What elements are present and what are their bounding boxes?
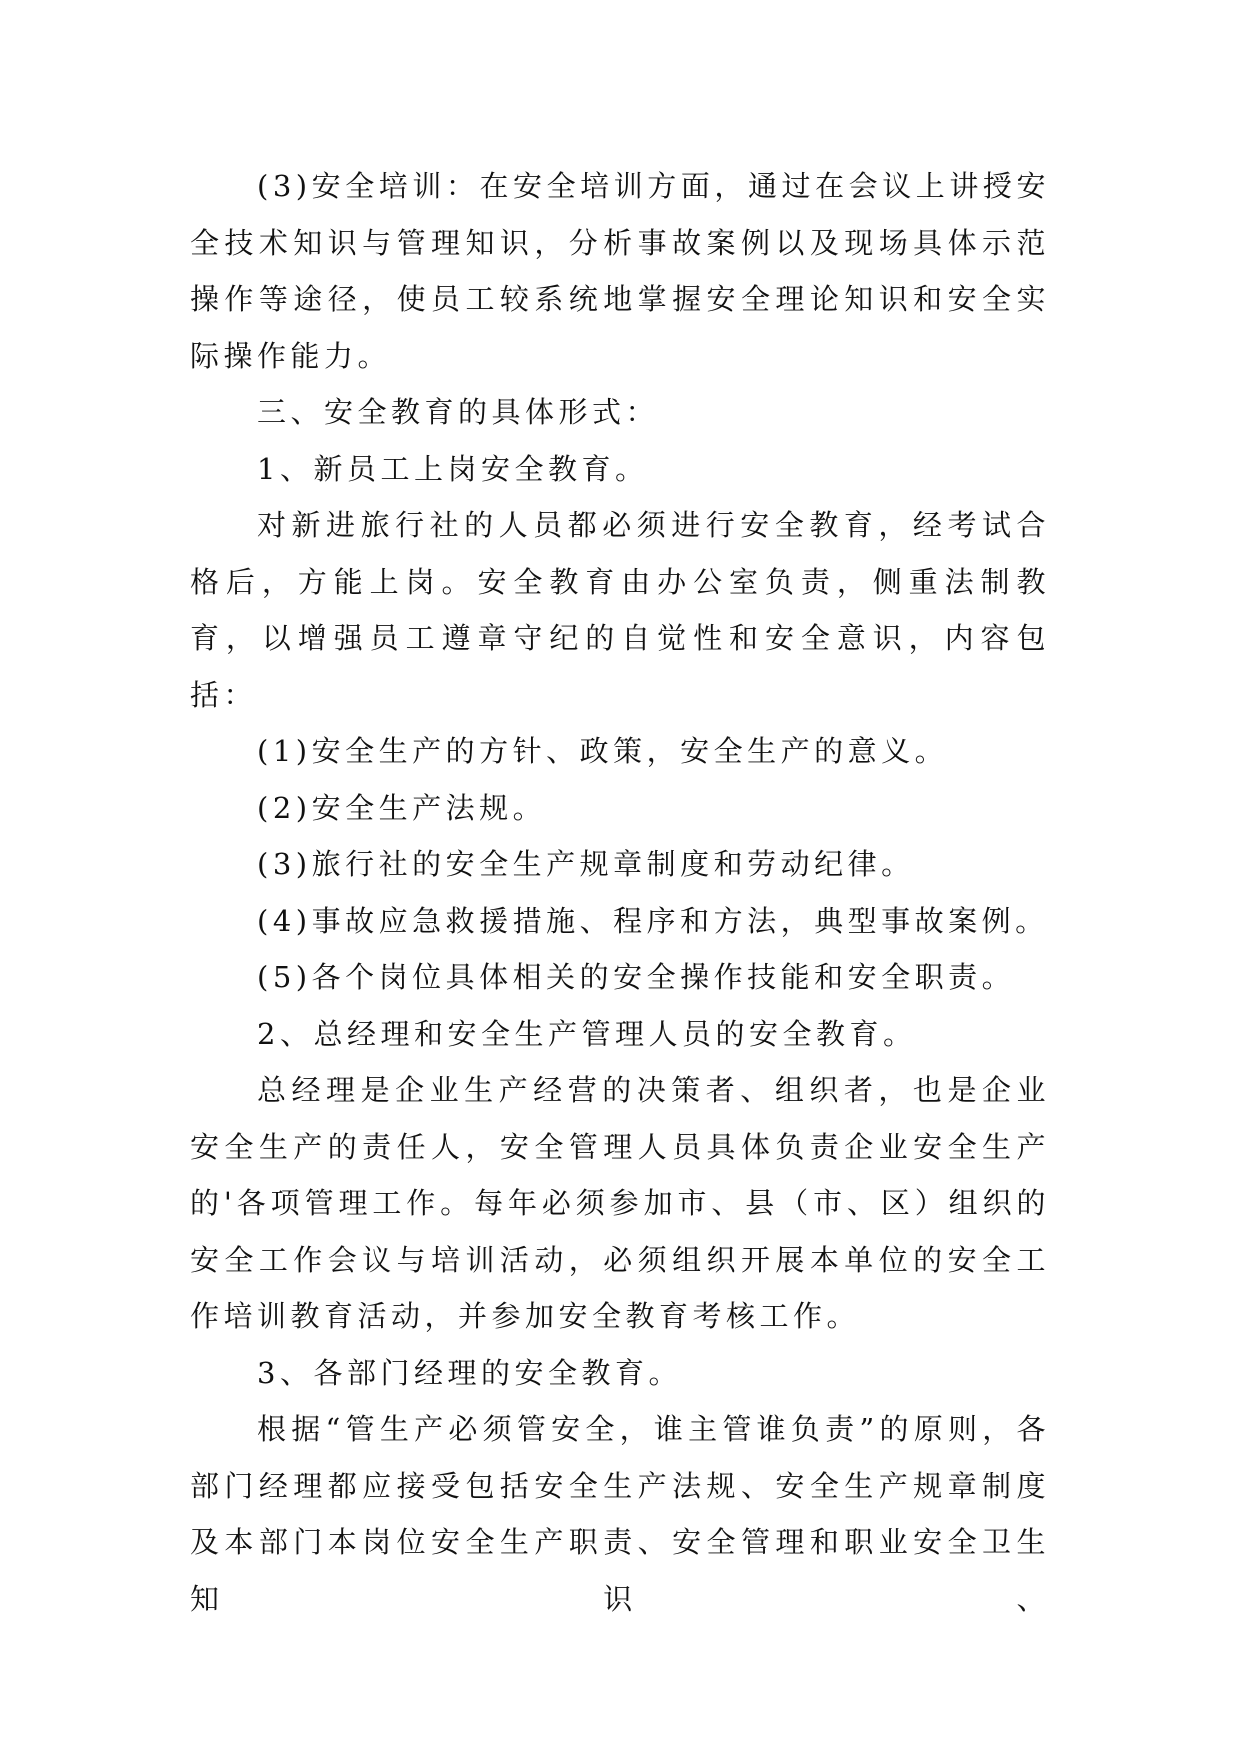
list-item-5: (5)各个岗位具体相关的安全操作技能和安全职责。 [257, 960, 1016, 994]
list-item-1: (1)安全生产的方针、政策，安全生产的意义。 [257, 734, 949, 768]
paragraph-department-manager: 根据“管生产必须管安全，谁主管谁负责”的原则，各部门经理都应接受包括安全生产法规、安全生产规章制度及本部门本岗位安全生产职责、安全管理和职业安全卫生知识、 [190, 1412, 1050, 1616]
paragraph-safety-training: (3)安全培训：在安全培训方面，通过在会议上讲授安全技术知识与管理知识，分析事故案例以及现场具体示范操作等途径，使员工较系统地掌握安全理论知识和安全实际操作能力。 [190, 169, 1050, 373]
paragraph-new-employee: 对新进旅行社的人员都必须进行安全教育，经考试合格后，方能上岗。安全教育由办公室负责，侧重法制教育，以增强员工遵章守纪的自觉性和安全意识，内容包括： [190, 508, 1050, 712]
list-item-3: (3)旅行社的安全生产规章制度和劳动纪律。 [257, 847, 915, 881]
subheading-general-manager: 2、总经理和安全生产管理人员的安全教育。 [257, 1016, 917, 1051]
subheading-department-manager: 3、各部门经理的安全教育。 [257, 1355, 682, 1390]
subheading-new-employee: 1、新员工上岗安全教育。 [257, 451, 649, 486]
section-heading-education-forms: 三、安全教育的具体形式： [257, 395, 660, 429]
list-item-4: (4)事故应急救援措施、程序和方法，典型事故案例。 [257, 903, 1049, 938]
paragraph-general-manager: 总经理是企业生产经营的决策者、组织者，也是企业安全生产的责任人，安全管理人员具体负责企业安全生产的'各项管理工作。每年必须参加市、县（市、区）组织的安全工作会议与培训活动，必须组织开展本单位的安全工作培训教育活动，并参加安全教育考核工作。 [190, 1073, 1050, 1333]
list-item-2: (2)安全生产法规。 [257, 790, 547, 825]
document-body [190, 158, 1050, 1627]
